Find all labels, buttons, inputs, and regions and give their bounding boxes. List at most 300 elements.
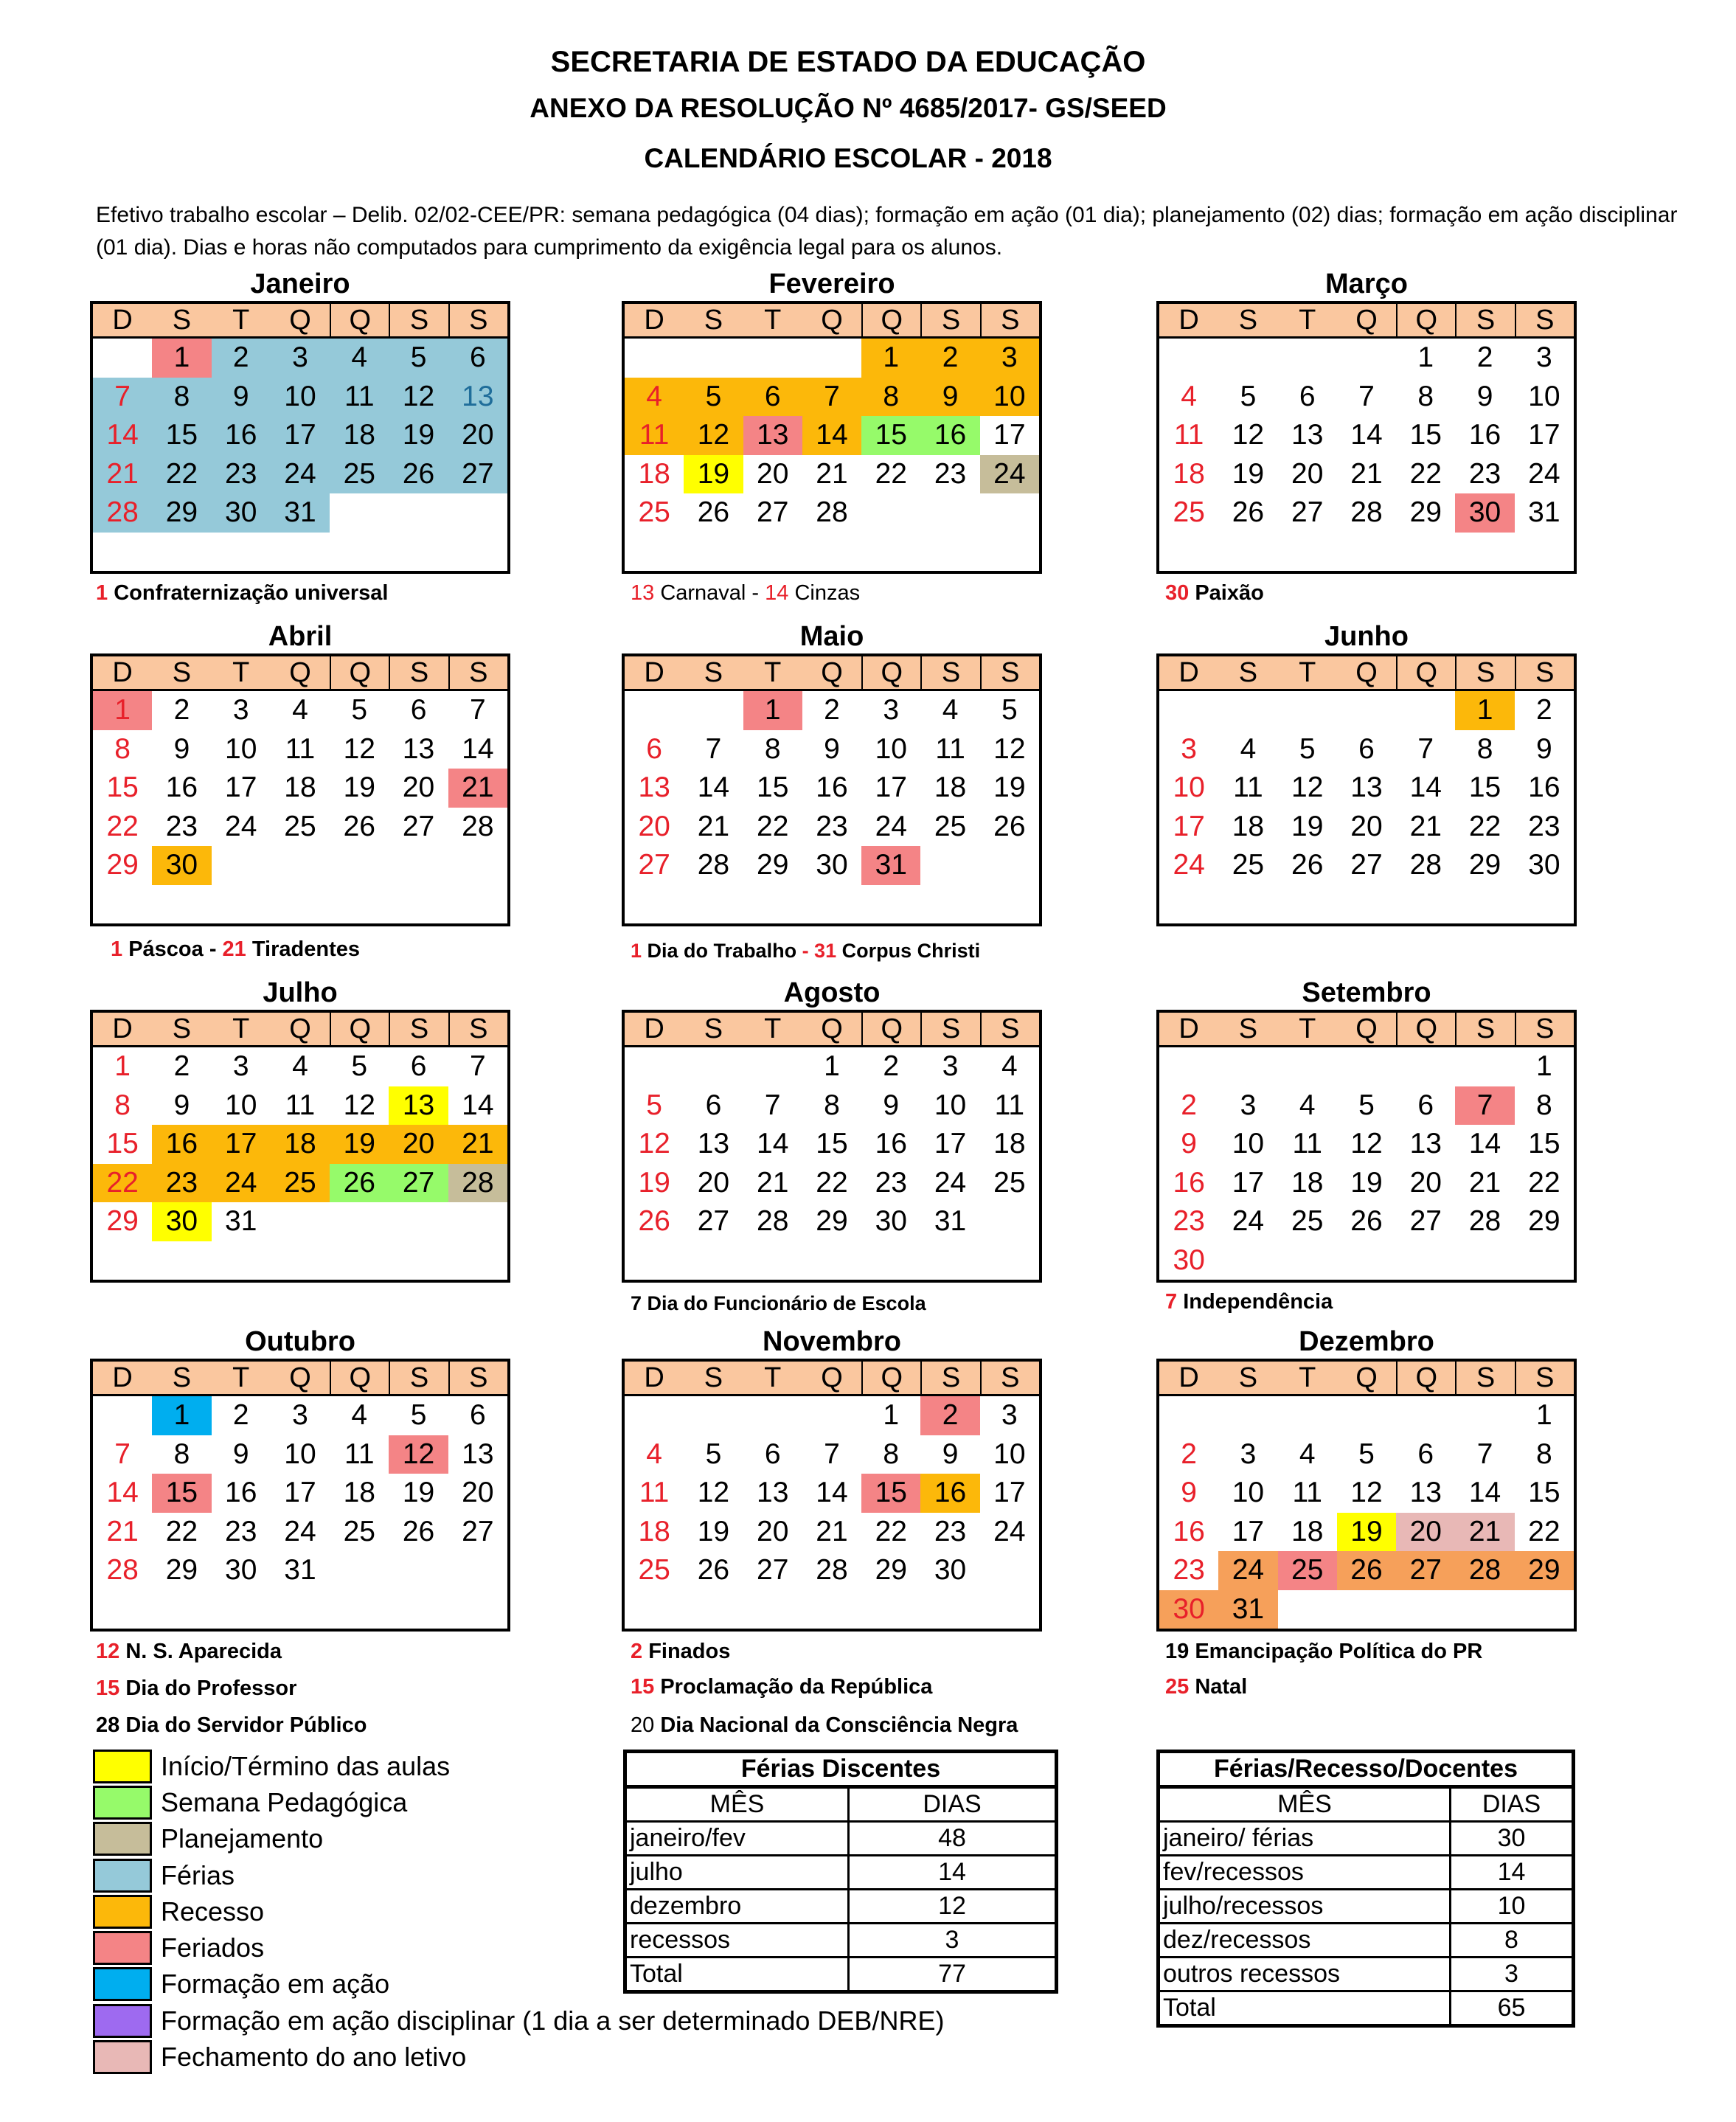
day-cell: 13	[448, 378, 507, 417]
day-cell: 16	[1528, 772, 1560, 803]
table-cell: julho	[625, 1856, 849, 1890]
weekday-label: S	[920, 656, 979, 689]
day-cell: 29	[1515, 1551, 1574, 1590]
month-grid	[90, 301, 510, 574]
empty-cell	[625, 1396, 684, 1435]
day-cell: 16	[1173, 1515, 1205, 1547]
empty-cell	[684, 1396, 743, 1435]
table-row	[625, 1958, 1057, 1992]
weekday-label: Q	[1355, 1013, 1378, 1044]
empty-cell	[1159, 1047, 1218, 1086]
empty-cell	[1218, 339, 1277, 378]
day-cell: 2	[920, 1396, 979, 1435]
day-cell: 8	[883, 1438, 900, 1470]
weekday-label: D	[644, 1013, 664, 1044]
day-cell: 6	[646, 732, 662, 765]
table-cell: recessos	[625, 1924, 849, 1958]
day-cell: 4	[330, 339, 389, 378]
weekday-label: Q	[861, 1013, 920, 1045]
day-cell: 22	[165, 1515, 198, 1547]
day-cell: 7	[114, 1438, 131, 1470]
empty-cell	[1278, 1047, 1337, 1086]
empty-cell	[1455, 1047, 1514, 1086]
day-cell: 6	[1417, 1438, 1434, 1470]
table-row	[1159, 1958, 1574, 1991]
day-cell: 12	[1350, 1477, 1383, 1508]
day-cell: 6	[743, 378, 802, 417]
weekday-label: D	[644, 657, 664, 688]
day-cell: 2	[1476, 341, 1493, 373]
day-cell: 24	[225, 810, 257, 842]
day-cell: 23	[1173, 1205, 1205, 1237]
empty-cell	[1337, 691, 1396, 730]
legend-swatch	[93, 2040, 152, 2074]
weekday-header	[93, 1013, 507, 1047]
day-cell: 15	[861, 416, 920, 455]
weekday-label: S	[980, 1362, 1039, 1394]
legend-swatch	[93, 2004, 152, 2038]
intro-text: Efetivo trabalho escolar – Delib. 02/02-CEE/PR: semana pedagógica (04 dias); formação em ação (01 dia); planejamento (02) dias; formação em ação disciplinar (01 dia). Dias e horas não computados para cumprimento da exigência legal para os alunos.	[96, 203, 1678, 260]
weekday-header	[625, 1013, 1039, 1047]
day-cell: 20	[757, 457, 789, 490]
legend-label: Planejamento	[161, 1823, 324, 1854]
table-row	[1159, 1991, 1574, 2026]
day-cell: 17	[271, 416, 330, 455]
day-cell: 2	[173, 694, 190, 726]
day-cell: 15	[861, 1474, 920, 1513]
weekday-label: D	[1178, 1362, 1199, 1393]
day-cell: 24	[875, 810, 907, 842]
day-cell: 15	[106, 772, 139, 803]
table-row	[1159, 1856, 1574, 1890]
table-cell: 48	[849, 1822, 1057, 1856]
day-cell: 18	[638, 1515, 670, 1547]
day-cell: 5	[1358, 1089, 1375, 1121]
day-cell: 20	[402, 772, 435, 803]
day-cell: 3	[1240, 1089, 1257, 1121]
day-cell: 1	[93, 691, 152, 730]
day-cell: 25	[284, 810, 316, 842]
days-grid	[1159, 1396, 1574, 1629]
day-cell: 9	[824, 732, 840, 765]
day-cell: 25	[1278, 1551, 1337, 1590]
table-cell: Total	[1159, 1991, 1451, 2026]
day-cell: 12	[389, 1435, 448, 1474]
day-cell: 17	[225, 772, 257, 803]
day-cell: 24	[212, 1164, 271, 1203]
ferias-discentes-table	[623, 1750, 1058, 1994]
day-cell: 13	[697, 1128, 730, 1159]
weekday-label: D	[1178, 657, 1199, 688]
day-cell: 8	[152, 378, 211, 417]
weekday-label: T	[764, 657, 782, 688]
day-cell: 1	[152, 339, 211, 378]
day-cell: 13	[1291, 419, 1324, 451]
note-novembro-2: 15 Proclamação da República	[631, 1675, 933, 1699]
day-cell: 8	[1476, 732, 1493, 765]
day-cell: 19	[1232, 457, 1265, 490]
day-cell: 5	[1358, 1438, 1375, 1470]
empty-cell	[1455, 1396, 1514, 1435]
day-cell: 21	[697, 810, 730, 842]
day-cell: 5	[351, 1050, 368, 1082]
day-cell: 8	[861, 378, 920, 417]
day-cell: 4	[942, 694, 959, 726]
weekday-label: S	[1455, 1013, 1514, 1045]
day-cell: 23	[225, 1515, 257, 1547]
day-cell: 16	[875, 1128, 907, 1159]
day-cell: 25	[1173, 496, 1205, 528]
day-cell: 24	[1173, 849, 1205, 881]
day-cell: 11	[935, 732, 965, 765]
day-cell: 28	[1409, 849, 1442, 881]
legend-swatch	[93, 1931, 152, 1965]
table-row	[625, 1890, 1057, 1924]
weekday-header	[1159, 1362, 1574, 1396]
day-cell: 13	[1409, 1477, 1442, 1508]
calendar-title: CALENDÁRIO ESCOLAR - 2018	[644, 143, 1052, 173]
empty-cell	[743, 1047, 802, 1086]
legend-label: Início/Término das aulas	[161, 1750, 451, 1781]
table-cell: outros recessos	[1159, 1958, 1451, 1991]
empty-cell	[1159, 339, 1218, 378]
day-cell: 21	[448, 769, 507, 808]
day-cell: 23	[212, 455, 271, 494]
header-subtitle: ANEXO DA RESOLUÇÃO Nº 4685/2017- GS/SEED	[530, 93, 1167, 123]
weekday-label: S	[1455, 656, 1514, 689]
day-cell: 19	[330, 1125, 389, 1164]
day-cell: 9	[212, 378, 271, 417]
day-cell: 2	[920, 339, 979, 378]
day-cell: 16	[1468, 419, 1501, 451]
day-cell: 12	[389, 378, 448, 417]
day-cell: 30	[875, 1205, 907, 1237]
day-cell: 16	[225, 1477, 257, 1508]
day-cell: 9	[942, 1438, 959, 1470]
day-cell: 6	[1358, 732, 1375, 765]
day-cell: 18	[934, 772, 967, 803]
day-cell: 22	[875, 1515, 907, 1547]
day-cell: 29	[106, 849, 139, 881]
day-cell: 30	[212, 493, 271, 533]
weekday-label: D	[112, 1362, 133, 1393]
weekday-label: S	[1515, 656, 1574, 689]
day-cell: 26	[389, 455, 448, 494]
legend-swatch	[93, 1786, 152, 1820]
day-cell: 23	[934, 1515, 967, 1547]
empty-cell	[802, 1396, 861, 1435]
day-cell: 28	[1350, 496, 1383, 528]
day-cell: 18	[638, 457, 670, 490]
day-cell: 21	[816, 457, 848, 490]
day-cell: 3	[1535, 341, 1552, 373]
day-cell: 17	[934, 1128, 967, 1159]
day-cell: 14	[757, 1128, 789, 1159]
month-grid	[622, 1359, 1042, 1632]
weekday-label: S	[920, 1013, 979, 1045]
day-cell: 26	[1337, 1551, 1396, 1590]
days-grid	[93, 1396, 507, 1629]
day-cell: 20	[1396, 1513, 1455, 1552]
day-cell: 6	[410, 694, 427, 726]
weekday-label: S	[1515, 304, 1574, 336]
day-cell: 30	[1173, 1244, 1205, 1276]
day-cell: 17	[284, 1477, 316, 1508]
day-cell: 10	[875, 732, 907, 765]
empty-cell	[743, 1396, 802, 1435]
month-10	[622, 1325, 1042, 1632]
day-cell: 28	[93, 493, 152, 533]
day-cell: 17	[993, 419, 1026, 451]
day-cell: 27	[638, 849, 670, 881]
empty-cell	[1218, 1047, 1277, 1086]
day-cell: 10	[225, 732, 257, 765]
day-cell: 2	[883, 1050, 900, 1082]
day-cell: 18	[284, 772, 316, 803]
month-grid	[622, 301, 1042, 574]
day-cell: 25	[343, 1515, 375, 1547]
empty-cell	[743, 339, 802, 378]
day-cell: 10	[271, 378, 330, 417]
day-cell: 9	[920, 378, 979, 417]
day-cell: 27	[1409, 1205, 1442, 1237]
column-header: DIAS	[1451, 1787, 1574, 1822]
day-cell: 7	[824, 1438, 840, 1470]
day-cell: 3	[883, 694, 900, 726]
day-cell: 7	[802, 378, 861, 417]
month-title: Maio	[799, 621, 864, 652]
day-cell: 6	[764, 1438, 781, 1470]
table-cell: 3	[849, 1924, 1057, 1958]
month-title: Junho	[1324, 621, 1409, 652]
weekday-label: T	[1299, 1362, 1316, 1393]
day-cell: 30	[934, 1554, 967, 1586]
day-cell: 30	[1159, 1590, 1218, 1629]
day-cell: 31	[271, 493, 330, 533]
month-grid	[622, 1010, 1042, 1283]
day-cell: 25	[1291, 1205, 1324, 1237]
table-row	[625, 1856, 1057, 1890]
weekday-header	[1159, 1013, 1574, 1047]
note-dezembro-1: 19 Emancipação Política do PR	[1165, 1640, 1483, 1663]
day-cell: 1	[1535, 1050, 1552, 1082]
day-cell: 26	[993, 810, 1026, 842]
weekday-label: Q	[821, 305, 843, 336]
day-cell: 25	[271, 1164, 330, 1203]
month-8	[1156, 976, 1577, 1283]
month-title: Março	[1325, 268, 1408, 299]
day-cell: 27	[697, 1205, 730, 1237]
day-cell: 17	[1173, 810, 1205, 842]
weekday-label: S	[704, 1362, 723, 1393]
weekday-label: D	[112, 305, 133, 336]
day-cell: 4	[1181, 380, 1197, 412]
day-cell: 10	[980, 378, 1039, 417]
day-cell: 21	[757, 1166, 789, 1199]
legend-label: Formação em ação disciplinar (1 dia a ser determinado DEB/NRE)	[161, 2005, 945, 2036]
day-cell: 17	[1528, 419, 1560, 451]
day-cell: 27	[1396, 1551, 1455, 1590]
table-cell: 77	[849, 1958, 1057, 1992]
day-cell: 18	[993, 1128, 1026, 1159]
day-cell: 4	[1299, 1438, 1316, 1470]
day-cell: 13	[389, 1086, 448, 1126]
day-cell: 11	[285, 732, 316, 765]
month-3	[90, 620, 510, 926]
day-cell: 24	[934, 1166, 967, 1199]
day-cell: 22	[1528, 1515, 1560, 1547]
day-cell: 26	[697, 1554, 730, 1586]
day-cell: 26	[1350, 1205, 1383, 1237]
day-cell: 25	[934, 810, 967, 842]
day-cell: 2	[173, 1050, 190, 1082]
day-cell: 18	[1291, 1515, 1324, 1547]
weekday-label: S	[980, 304, 1039, 336]
day-cell: 8	[1535, 1438, 1552, 1470]
day-cell: 26	[638, 1205, 670, 1237]
day-cell: 7	[764, 1089, 781, 1121]
weekday-label: S	[1455, 1362, 1514, 1394]
empty-cell	[625, 691, 684, 730]
day-cell: 9	[1535, 732, 1552, 765]
legend-label: Formação em ação	[161, 1969, 390, 2000]
weekday-label: T	[764, 305, 782, 336]
day-cell: 31	[861, 846, 920, 885]
day-cell: 3	[942, 1050, 959, 1082]
day-cell: 21	[448, 1125, 507, 1164]
day-cell: 11	[1292, 1477, 1322, 1508]
empty-cell	[684, 339, 743, 378]
day-cell: 27	[1350, 849, 1383, 881]
day-cell: 5	[705, 1438, 722, 1470]
day-cell: 12	[684, 416, 743, 455]
weekday-label: S	[389, 1013, 448, 1045]
weekday-label: S	[1238, 1013, 1258, 1044]
empty-cell	[1159, 691, 1218, 730]
weekday-header	[93, 656, 507, 691]
day-cell: 14	[106, 1477, 139, 1508]
weekday-label: Q	[330, 1013, 389, 1045]
note-abril: 1 Páscoa - 21 Tiradentes	[111, 937, 361, 961]
weekday-label: S	[920, 1362, 979, 1394]
weekday-label: S	[1515, 1013, 1574, 1045]
day-cell: 24	[993, 1515, 1026, 1547]
day-cell: 13	[743, 416, 802, 455]
empty-cell	[1337, 1396, 1396, 1435]
empty-cell	[1337, 339, 1396, 378]
day-cell: 19	[1350, 1166, 1383, 1199]
table-cell: dezembro	[625, 1890, 849, 1924]
day-cell: 20	[638, 810, 670, 842]
day-cell: 3	[292, 1399, 308, 1431]
table-cell: Total	[625, 1958, 849, 1992]
weekday-label: S	[448, 656, 507, 689]
weekday-label: D	[644, 1362, 664, 1393]
weekday-label: S	[704, 305, 723, 336]
day-cell: 17	[875, 772, 907, 803]
day-cell: 7	[469, 1050, 486, 1082]
day-cell: 28	[757, 1205, 789, 1237]
day-cell: 22	[816, 1166, 848, 1199]
day-cell: 9	[232, 1438, 249, 1470]
day-cell: 19	[389, 416, 448, 455]
legend-label: Férias	[161, 1859, 235, 1890]
month-9	[90, 1325, 510, 1632]
day-cell: 24	[1528, 457, 1560, 490]
legend-item	[93, 2039, 944, 2075]
day-cell: 15	[152, 416, 211, 455]
month-title: Novembro	[763, 1326, 901, 1357]
day-cell: 11	[285, 1089, 316, 1121]
day-cell: 29	[152, 493, 211, 533]
weekday-label: S	[172, 1362, 192, 1393]
day-cell: 2	[1181, 1438, 1197, 1470]
weekday-header	[93, 1362, 507, 1396]
day-cell: 20	[462, 1477, 494, 1508]
day-cell: 8	[824, 1089, 840, 1121]
day-cell: 3	[1001, 1399, 1018, 1431]
empty-cell	[802, 339, 861, 378]
day-cell: 18	[271, 1125, 330, 1164]
table-cell: 3	[1451, 1958, 1574, 1991]
weekday-label: D	[112, 657, 133, 688]
empty-cell	[1278, 1396, 1337, 1435]
day-cell: 10	[284, 1438, 316, 1470]
day-cell: 5	[1001, 694, 1018, 726]
weekday-header	[1159, 304, 1574, 339]
day-cell: 13	[638, 772, 670, 803]
day-cell: 15	[816, 1128, 848, 1159]
weekday-label: Q	[289, 305, 311, 336]
day-cell: 1	[1535, 1399, 1552, 1431]
month-grid	[1156, 301, 1577, 574]
weekday-label: Q	[330, 1362, 389, 1394]
day-cell: 14	[462, 1089, 494, 1121]
weekday-label: Q	[1396, 656, 1455, 689]
day-cell: 13	[402, 732, 435, 765]
day-cell: 9	[883, 1089, 900, 1121]
weekday-label: T	[764, 1013, 782, 1044]
table-cell: fev/recessos	[1159, 1856, 1451, 1890]
day-cell: 11	[639, 1477, 670, 1508]
day-cell: 24	[1232, 1205, 1265, 1237]
weekday-label: S	[1455, 304, 1514, 336]
day-cell: 6	[1299, 380, 1316, 412]
day-cell: 6	[448, 339, 507, 378]
day-cell: 23	[1173, 1554, 1205, 1586]
day-cell: 6	[410, 1050, 427, 1082]
day-cell: 30	[1528, 849, 1560, 881]
weekday-label: S	[980, 1013, 1039, 1045]
day-cell: 16	[920, 416, 979, 455]
table-cell: 10	[1451, 1890, 1574, 1924]
day-cell: 10	[934, 1089, 967, 1121]
day-cell: 28	[448, 1164, 507, 1203]
table-cell: 14	[849, 1856, 1057, 1890]
day-cell: 9	[173, 732, 190, 765]
day-cell: 15	[1528, 1128, 1560, 1159]
weekday-label: T	[232, 657, 250, 688]
day-cell: 22	[1528, 1166, 1560, 1199]
month-2	[1156, 267, 1577, 574]
day-cell: 14	[462, 732, 494, 765]
day-cell: 23	[875, 1166, 907, 1199]
month-grid	[1156, 1010, 1577, 1283]
day-cell: 4	[1001, 1050, 1018, 1082]
day-cell: 20	[389, 1125, 448, 1164]
day-cell: 27	[448, 455, 507, 494]
day-cell: 20	[1291, 457, 1324, 490]
